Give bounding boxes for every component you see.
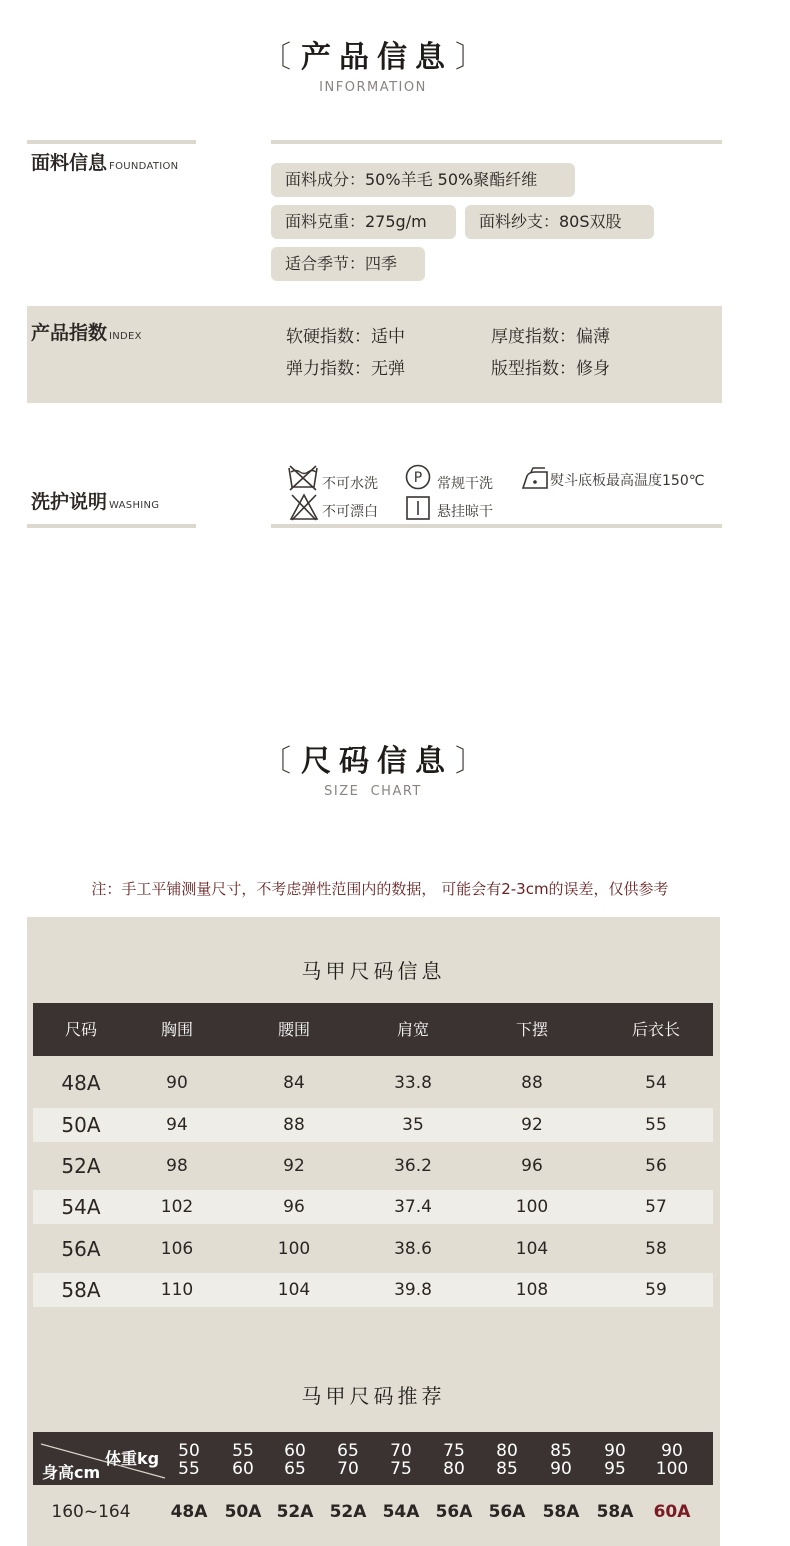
weight-max: 85 [496,1459,518,1479]
weight-max: 70 [337,1459,359,1479]
size-table-header [33,1003,713,1056]
size-header-chest: 胸围 [160,1020,193,1039]
cell-size: 58A [61,1278,101,1302]
cell-hem: 104 [515,1239,549,1259]
fabric-composition: 面料成分：50%羊毛 50%聚酯纤维 [271,163,575,197]
weight-min: 90 [661,1441,683,1461]
cell-hem: 88 [521,1073,543,1093]
cell-hem: 108 [515,1280,549,1300]
weight-max: 60 [232,1459,254,1479]
cell-chest: 90 [166,1073,188,1093]
cell-size: 52A [61,1154,101,1178]
size-header-back-length: 后衣长 [631,1020,680,1039]
no-water-wash-text: 不可水洗 [322,476,378,492]
recommend-size: 58A [596,1502,634,1522]
washing-label-cn: 洗护说明 [31,491,108,513]
cell-chest: 94 [166,1115,188,1135]
index-softness: 软硬指数：适中 [286,327,405,347]
recommend-size: 58A [542,1502,580,1522]
recommend-size-highlight: 60A [653,1502,691,1522]
table-row [33,1149,713,1183]
weight-max: 95 [604,1459,626,1479]
table-row [33,1108,713,1142]
weight-min: 80 [496,1441,518,1461]
recommend-size: 54A [382,1502,420,1522]
fabric-weight: 面料克重：275g/m [271,205,456,239]
measurement-note: 注：手工平铺测量尺寸，不考虑弹性范围内的数据， 可能会有2-3cm的误差，仅供参考 [91,880,669,898]
index-fit: 版型指数：修身 [491,359,610,379]
cell-chest: 106 [160,1239,194,1259]
recommend-size: 50A [224,1502,262,1522]
weight-label: 体重kg [105,1449,160,1468]
washing-label [31,487,159,514]
cell-hem: 96 [521,1156,543,1176]
cell-chest: 98 [166,1156,188,1176]
cell-chest: 102 [160,1197,194,1217]
weight-max: 75 [390,1459,412,1479]
cell-shoulder: 35 [402,1115,424,1135]
no-water-wash-icon [287,465,319,491]
recommend-size: 52A [276,1502,314,1522]
cell-waist: 88 [283,1115,305,1135]
cell-waist: 100 [277,1239,311,1259]
table-row [33,1273,713,1307]
weight-max: 80 [443,1459,465,1479]
table-row [33,1232,713,1266]
weight-min: 70 [390,1441,412,1461]
cell-back-length: 54 [645,1073,667,1093]
cell-back-length: 55 [645,1115,667,1135]
height-label: 身高cm [42,1463,101,1482]
size-section-subtitle: SIZE CHART [324,784,422,799]
cell-back-length: 59 [645,1280,667,1300]
size-section-heading: 〔 尺码信息 〕 SIZE CHART [0,736,746,799]
fabric-label-bar [27,140,196,144]
cell-shoulder: 33.8 [394,1073,432,1093]
index-label-cn: 产品指数 [31,322,108,344]
info-section-subtitle: INFORMATION [319,80,427,95]
index-label [31,318,142,345]
cell-size: 54A [61,1195,101,1219]
dry-clean-letter: P [413,470,423,486]
washing-label-en: WASHING [109,500,160,511]
index-elasticity: 弹力指数：无弹 [286,359,405,379]
size-header-hem: 下摆 [515,1020,548,1039]
size-table-title: 马甲尺码信息 [301,959,446,983]
fabric-content-bar [271,140,722,144]
fabric-label-cn: 面料信息 [31,152,108,174]
size-header-shoulder: 肩宽 [396,1020,429,1039]
cell-shoulder: 38.6 [394,1239,432,1259]
weight-min: 85 [550,1441,572,1461]
cell-hem: 100 [515,1197,549,1217]
washing-label-bar [27,524,196,528]
weight-min: 50 [178,1441,200,1461]
weight-min: 75 [443,1441,465,1461]
dry-clean-text: 常规干洗 [437,476,493,492]
table-row [33,1190,713,1224]
recommend-size: 56A [488,1502,526,1522]
recommend-size: 52A [329,1502,367,1522]
info-section-title: 产品信息 [301,40,453,75]
index-label-en: INDEX [109,331,142,342]
table-row [33,1066,713,1100]
recommend-row [33,1497,713,1527]
fabric-label-en: FOUNDATION [109,161,179,172]
cell-waist: 92 [283,1156,305,1176]
weight-max: 90 [550,1459,572,1479]
recommend-table-header [33,1432,713,1485]
cell-waist: 96 [283,1197,305,1217]
weight-min: 55 [232,1441,254,1461]
size-header-size: 尺码 [64,1020,97,1039]
size-section-title: 尺码信息 [301,744,453,779]
cell-size: 50A [61,1113,101,1137]
no-bleach-text: 不可漂白 [322,504,378,520]
recommend-size: 48A [170,1502,208,1522]
cell-shoulder: 37.4 [394,1197,432,1217]
iron-text: 熨斗底板最高温度150℃ [550,473,705,489]
cell-back-length: 56 [645,1156,667,1176]
cell-chest: 110 [160,1280,194,1300]
weight-min: 65 [337,1441,359,1461]
size-header-waist: 腰围 [277,1020,310,1039]
weight-max: 55 [178,1459,200,1479]
weight-max: 65 [284,1459,306,1479]
cell-waist: 84 [283,1073,305,1093]
fabric-yarn: 面料纱支：80S双股 [465,205,654,239]
recommend-size: 56A [435,1502,473,1522]
cell-shoulder: 39.8 [394,1280,432,1300]
dry-clean-icon [405,464,431,490]
weight-min: 90 [604,1441,626,1461]
cell-size: 56A [61,1237,101,1261]
cell-back-length: 58 [645,1239,667,1259]
cell-back-length: 57 [645,1197,667,1217]
iron-icon [521,466,549,492]
cell-shoulder: 36.2 [394,1156,432,1176]
recommend-table-title: 马甲尺码推荐 [301,1384,446,1408]
fabric-label [31,148,178,175]
hang-dry-text: 悬挂晾干 [437,504,493,520]
weight-min: 60 [284,1441,306,1461]
cell-waist: 104 [277,1280,311,1300]
recommend-height: 160~164 [51,1502,131,1522]
weight-max: 100 [655,1459,689,1479]
info-section-heading: 〔 产品信息 〕 INFORMATION [0,32,746,95]
washing-content-bar [271,524,722,528]
fabric-season: 适合季节：四季 [271,247,425,281]
hang-dry-icon [406,496,430,520]
no-bleach-icon [289,493,319,521]
cell-size: 48A [61,1071,101,1095]
index-thickness: 厚度指数：偏薄 [491,327,610,347]
cell-hem: 92 [521,1115,543,1135]
